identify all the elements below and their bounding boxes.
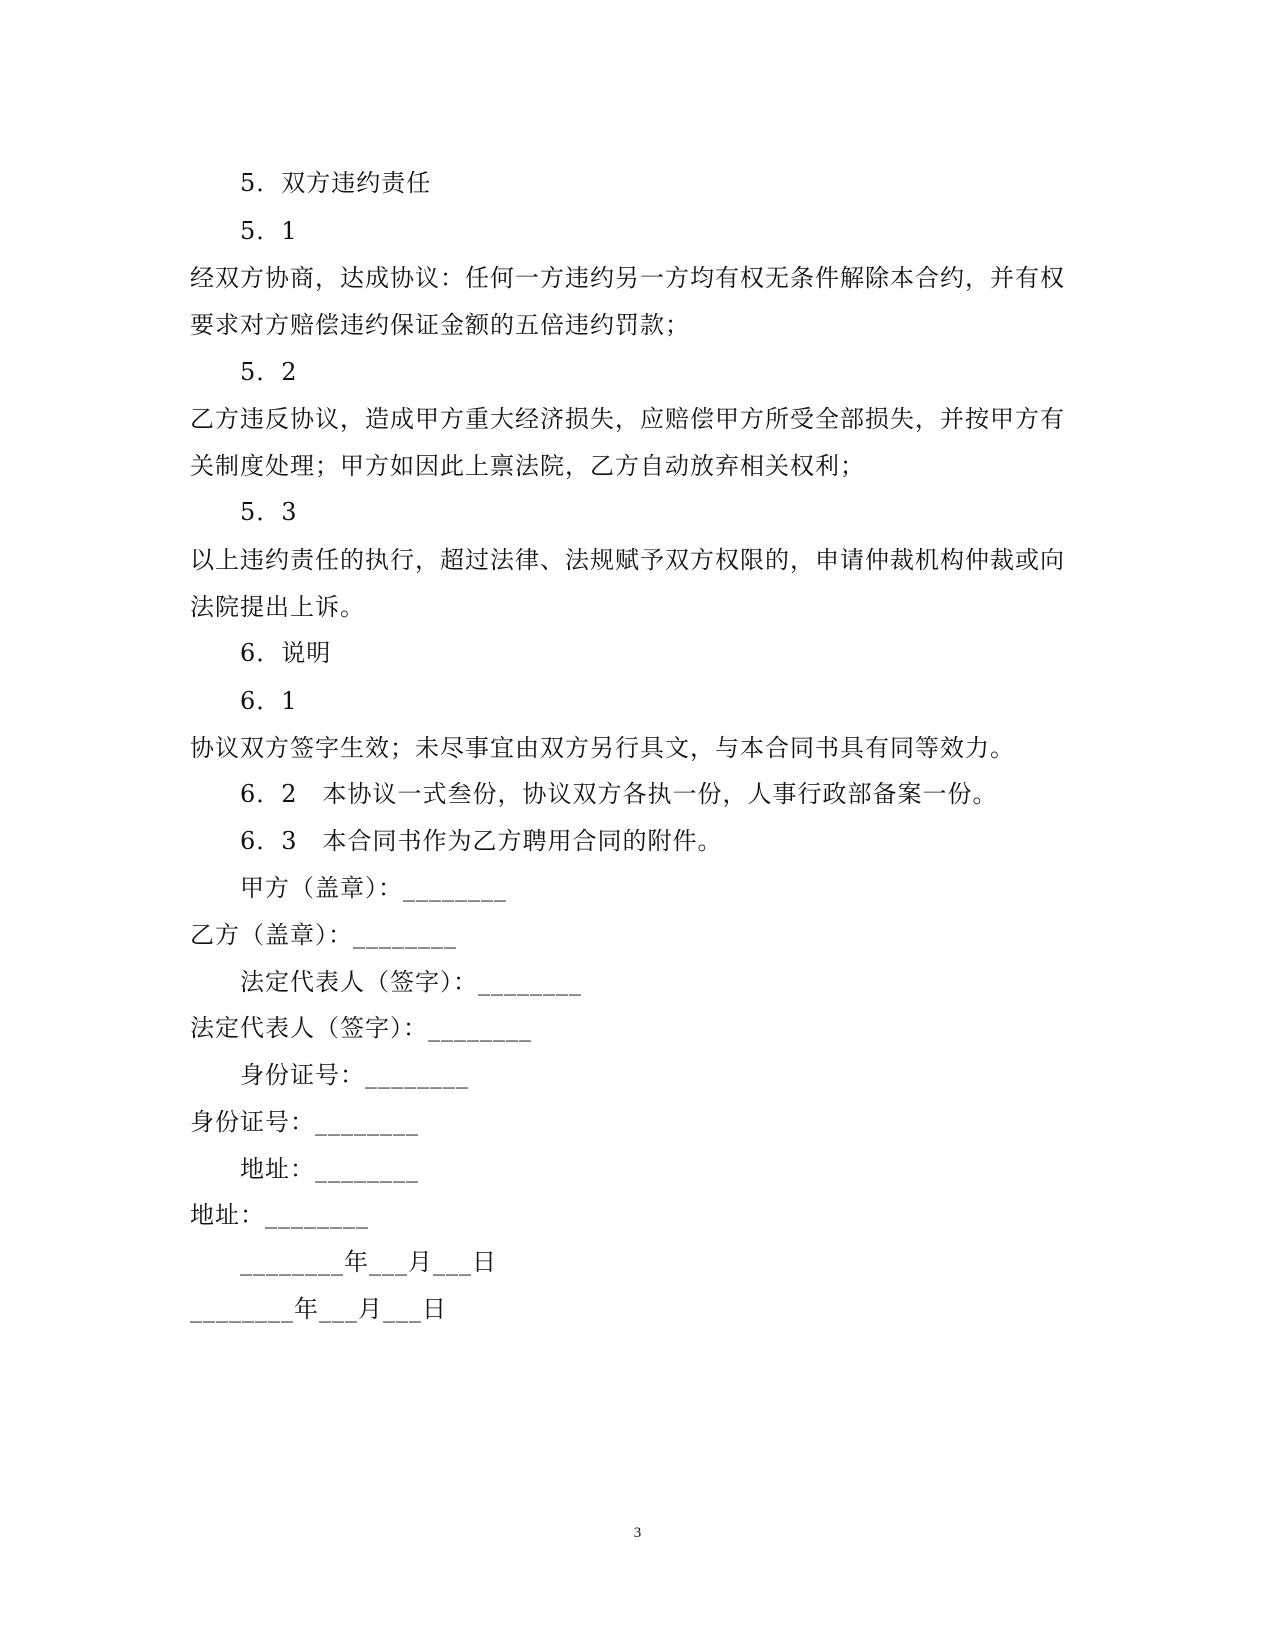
clause-5-1-number: 5．1 [240, 217, 298, 245]
clause-5-3-text-line-1: 以上违约责任的执行，超过法律、法规赋予双方权限的，申请仲裁机构仲裁或向 [190, 546, 1065, 574]
clause-5-2-text-line-1: 乙方违反协议，造成甲方重大经济损失，应赔偿甲方所受全部损失，并按甲方有 [190, 405, 1065, 433]
party-b-seal-line: 乙方（盖章）：________ [190, 921, 457, 949]
party-a-seal-line: 甲方（盖章）：________ [240, 874, 507, 902]
clause-6-1-text: 协议双方签字生效；未尽事宜由双方另行具文，与本合同书具有同等效力。 [190, 734, 1015, 762]
clause-5-1-text-line-2: 要求对方赔偿违约保证金额的五倍违约罚款； [190, 311, 690, 339]
party-b-legal-rep-line: 法定代表人（签字）：________ [190, 1014, 532, 1042]
clause-6-1-number: 6．1 [240, 687, 298, 715]
clause-5-1-text-line-1: 经双方协商，达成协议：任何一方违约另一方均有权无条件解除本合约，并有权 [190, 264, 1065, 292]
section-5-heading: 5．双方违约责任 [240, 169, 432, 197]
party-b-address-line: 地址：________ [190, 1201, 369, 1229]
page-number: 3 [633, 1525, 642, 1541]
clause-5-2-text-line-2: 关制度处理；甲方如因此上禀法院，乙方自动放弃相关权利； [190, 452, 865, 480]
clause-6-3: 6．3 本合同书作为乙方聘用合同的附件。 [240, 827, 723, 855]
clause-5-3-number: 5．3 [240, 498, 298, 526]
party-a-legal-rep-line: 法定代表人（签字）：________ [240, 968, 582, 996]
party-b-date-line: ________年___月___日 [190, 1295, 447, 1323]
party-a-date-line: ________年___月___日 [240, 1248, 497, 1276]
party-b-id-number-line: 身份证号：________ [190, 1108, 419, 1136]
clause-5-3-text-line-2: 法院提出上诉。 [190, 593, 365, 621]
clause-5-2-number: 5．2 [240, 358, 298, 386]
party-a-address-line: 地址：________ [240, 1155, 419, 1183]
clause-6-2: 6．2 本协议一式叁份，协议双方各执一份，人事行政部备案一份。 [240, 780, 998, 808]
section-6-heading: 6．说明 [240, 639, 332, 667]
party-a-id-number-line: 身份证号：________ [240, 1061, 469, 1089]
